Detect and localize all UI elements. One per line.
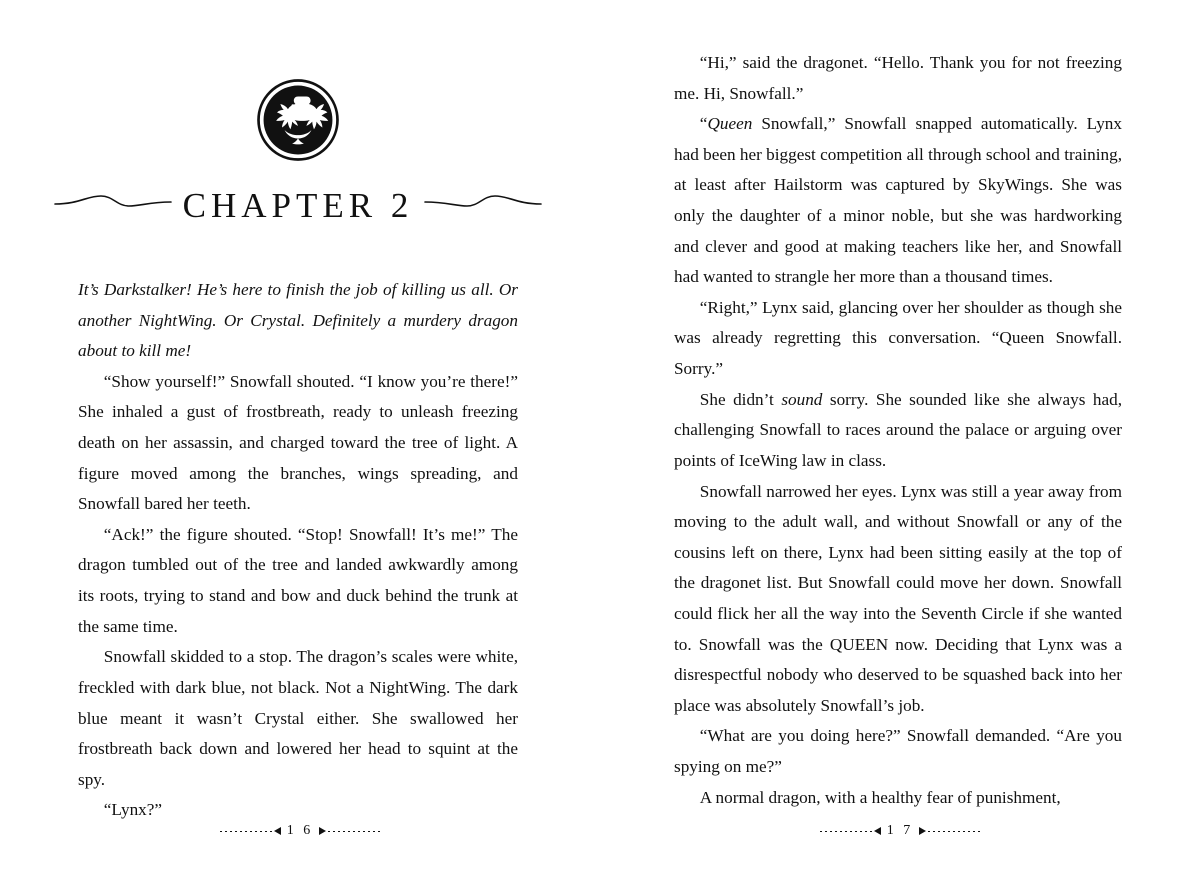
paragraph: It’s Darkstalker! He’s here to finish the job of killing us all. Or another NightWing. Or Crystal. Definitely a murdery dragon about to kill me!	[78, 280, 518, 361]
paragraph: A normal dragon, with a healthy fear of punishment,	[699, 787, 1061, 807]
right-page	[600, 0, 1200, 872]
folio-ornament-right	[319, 827, 380, 835]
paragraph: “Ack!” the figure shouted. “Stop! Snowfall! It’s me!” The dragon tumbled out of the tree and landed awkwardly among its roots, trying to stand and bow and duck behind the trunk at the same time.	[78, 524, 518, 636]
paragraph: She didn’t sound sorry. She sounded like she always had, challenging Snowfall to races around the palace or arguing over points of IceWing law in class.	[674, 389, 1122, 470]
folio-left	[0, 824, 600, 838]
paragraph: “Right,” Lynx said, glancing over her shoulder as though she was already regretting this conversation. “Queen Snowfall. Sorry.”	[674, 297, 1122, 379]
paragraph: “What are you doing here?” Snowfall demanded. “Are you spying on me?”	[674, 726, 1122, 777]
flourish-left-icon	[53, 192, 173, 219]
page-number: 1 6	[286, 823, 314, 838]
flourish-right-icon	[423, 192, 543, 219]
folio-ornament-left	[220, 827, 281, 835]
paragraph: “Hi,” said the dragonet. “Hello. Thank you for not freezing me. Hi, Snowfall.”	[674, 53, 1122, 103]
page-number: 1 7	[886, 823, 914, 838]
folio-ornament-left	[820, 827, 881, 835]
paragraph: Snowfall narrowed her eyes. Lynx was still a year away from moving to the adult wall, and without Snowfall or any of the cousins left on there, Lynx had been sitting easily at the top of the dragonet list. But Snowfall could move her down. Snowfall could flick her all the way into the Seventh Circle if she wanted to. Snowfall was the QUEEN now. Deciding that Lynx was a disrespectful nobody who deserved to be squashed back into her place was absolutely Snowfall’s job.	[674, 481, 1122, 715]
paragraph: Snowfall skidded to a stop. The dragon’s scales were white, freckled with dark blue, not black. Not a NightWing. The dark blue meant it wasn’t Crystal either. She swallowed her frostbreath back down and lowered her head to squint at the spy.	[78, 647, 518, 789]
paragraph: “Lynx?”	[103, 800, 163, 820]
right-page-body	[674, 0, 1122, 813]
chapter-opener	[78, 0, 518, 223]
paragraph: “Queen Snowfall,” Snowfall snapped automatically. Lynx had been her biggest competition all through school and training, at least after Hailstorm was captured by SkyWings. She was only the daughter of a minor noble, but she was hardworking and clever and good at making teachers like her, and Snowfall had wanted to strangle her more than a thousand times.	[674, 114, 1122, 287]
dragon-medallion-icon	[256, 78, 340, 162]
left-page-body	[78, 275, 518, 826]
chapter-title: CHAPTER 2	[182, 186, 414, 225]
folio-ornament-right	[919, 827, 980, 835]
chapter-heading	[78, 188, 518, 223]
folio-right	[600, 824, 1200, 838]
paragraph: “Show yourself!” Snowfall shouted. “I know you’re there!” She inhaled a gust of frostbreath, ready to unleash freezing death on her assassin, and charged toward the tree of light. A figure moved among the branches, wings spreading, and Snowfall bared her teeth.	[78, 371, 518, 514]
